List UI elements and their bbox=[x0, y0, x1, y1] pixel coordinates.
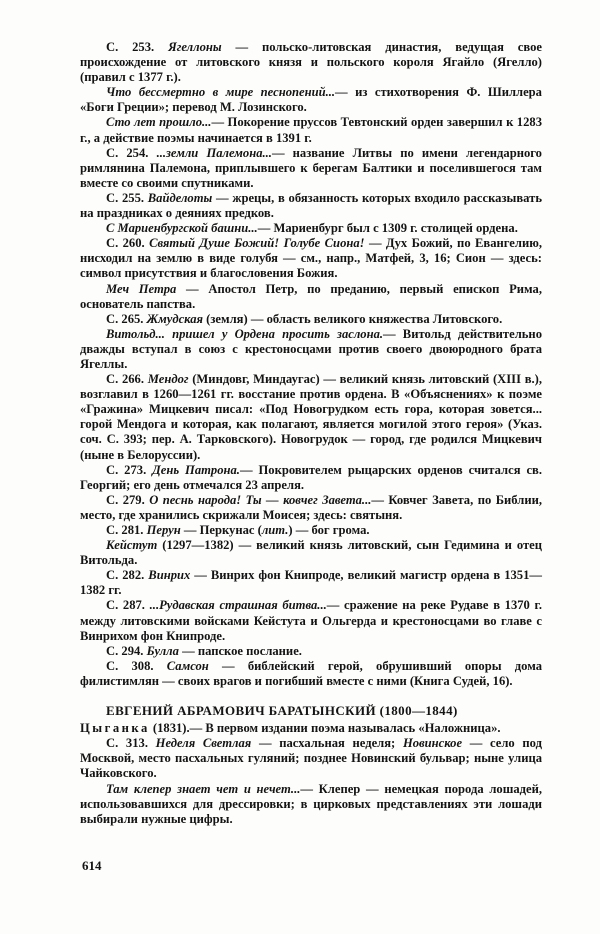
note-term: Меч Петра bbox=[106, 281, 177, 296]
note-term: лит. bbox=[261, 523, 289, 537]
note-text: С. 266. bbox=[106, 372, 148, 387]
note-term: Витольд... пришел у Ордена просить заслона. bbox=[106, 326, 384, 341]
note-term: Перун bbox=[146, 523, 181, 537]
note-term: ...Рудавская страшная битва... bbox=[149, 598, 327, 613]
note-text: — Апостол Петр, по преданию, первый епископ Рима, основатель папства. bbox=[80, 281, 542, 311]
note-text: С. 253. bbox=[106, 40, 169, 54]
note-text: С. 294. bbox=[106, 643, 147, 658]
page-number: 614 bbox=[82, 858, 102, 873]
note-text: Цыганка bbox=[80, 721, 150, 736]
note-term: Кейстут bbox=[106, 538, 158, 553]
note-text: (1297—1382) — великий князь литовский, сын Гедимина и отец Витольда. bbox=[80, 538, 542, 568]
note-text: (1831).— В первом издании поэма называлась «Наложница». bbox=[149, 721, 501, 736]
note-term: О песнь народа! Ты — ковчег Завета... bbox=[149, 492, 372, 507]
note-paragraph bbox=[80, 493, 542, 523]
note-paragraph bbox=[80, 782, 542, 827]
note-text: — Клепер — немецкая порода лошадей, использовавшихся для дрессировки; в цирковых представлениях эти лошади выбирали нужные цифры. bbox=[80, 781, 542, 826]
note-text: — сражение на реке Рудаве в 1370 г. между литовскими войсками Кейстута и Ольгерда и крестоносцами во главе с Винрихом фон Книпроде. bbox=[80, 598, 542, 643]
note-term: Мендог bbox=[147, 372, 189, 387]
note-paragraph bbox=[80, 538, 542, 568]
note-text: — библейский герой, обрушивший опоры дома филистимлян — своих врагов и погибший вместе с ними (Книга Судей, 16). bbox=[80, 658, 542, 688]
note-text: — название Литвы по имени легендарного римлянина Палемона, приплывшего к берегам Балтики и поселившегося там вместе со своими спутниками. bbox=[80, 145, 542, 190]
note-text: — Дух Божий, по Евангелию, нисходил на землю в виде голубя — см., напр., Матфей, 3, 16; Сион — здесь: символ присутствия и благословения Божия. bbox=[80, 236, 542, 281]
note-paragraph bbox=[80, 736, 542, 781]
note-term: Что бессмертно в мире песнопений... bbox=[106, 85, 336, 100]
note-paragraph bbox=[80, 40, 542, 85]
note-term: Винрих bbox=[148, 568, 191, 583]
note-text: — Витольд действительно дважды вступал в союз с крестоносцами против своего двоюродного брата Ягеллы. bbox=[80, 326, 542, 371]
note-paragraph bbox=[80, 146, 542, 191]
note-text: — село под Москвой, место пасхальных гуляний; позднее Новинский бульвар; ныне улица Чайковского. bbox=[80, 736, 542, 781]
note-paragraph bbox=[80, 312, 542, 327]
note-paragraph bbox=[80, 598, 542, 643]
note-paragraph bbox=[80, 372, 542, 463]
note-text: — Покровителем рыцарских орденов считался св. Георгий; его день отмечался 23 апреля. bbox=[80, 462, 542, 492]
note-paragraph bbox=[80, 115, 542, 145]
note-text: — жрецы, в обязанность которых входило рассказывать на праздниках о деяниях предков. bbox=[80, 190, 542, 221]
note-text: С. 281. bbox=[106, 523, 147, 537]
note-paragraph bbox=[80, 221, 542, 236]
note-text: (Миндовг, Миндаугас) — великий князь литовский (XIII в.), возглавил в 1260—1261 гг. восстание против ордена. В «Объяснениях» к поэме «Гражина» Мицкевич писал: «Под Новогрудком есть гора, которая зовется... горой Мендога и которая, как полагают, является могилой этого героя» (Указ. соч. С. 393; пер. А. Тарковского). Новогрудок — город, где родился Мицкевич (ныне в Белоруссии). bbox=[80, 372, 542, 462]
note-text: — папское послание. bbox=[178, 643, 302, 658]
note-term: День Патрона. bbox=[152, 462, 240, 477]
note-text: — польско-литовская династия, ведущая свое происхождение от литовского князя и польского короля Ягайло (Ягелло) (правил с 1377 г.). bbox=[80, 40, 542, 85]
note-text: — Винрих фон Книпроде, великий магистр ордена в 1351—1382 гг. bbox=[80, 568, 542, 598]
note-text: — Покорение пруссов Тевтонский орден завершил к 1283 г., а действие поэмы начинается в 1391 г. bbox=[80, 115, 542, 145]
note-text: С. 254. bbox=[106, 145, 157, 160]
note-text: — Мариенбург был с 1309 г. столицей ордена. bbox=[257, 221, 518, 236]
note-text: С. 282. bbox=[106, 568, 149, 583]
note-text: С. 255. bbox=[106, 190, 148, 205]
note-term: Булла bbox=[146, 643, 179, 658]
note-paragraph bbox=[80, 568, 542, 598]
note-paragraph bbox=[80, 236, 542, 281]
note-text: С. 273. bbox=[106, 462, 153, 477]
note-term: Самсон bbox=[166, 658, 209, 673]
section-heading: ЕВГЕНИЙ АБРАМОВИЧ БАРАТЫНСКИЙ (1800—1844) bbox=[106, 703, 458, 719]
note-term: Сто лет прошло... bbox=[106, 115, 212, 130]
note-text: С. 287. bbox=[106, 598, 150, 613]
note-term: Неделя Светлая bbox=[155, 736, 252, 751]
note-text: С. 279. bbox=[106, 492, 150, 507]
notes-section-mickiewicz bbox=[80, 40, 542, 689]
note-paragraph bbox=[80, 282, 542, 312]
note-text: — из стихотворения Ф. Шиллера «Боги Греции»; перевод М. Лозинского. bbox=[80, 85, 542, 115]
note-paragraph bbox=[80, 523, 542, 538]
note-paragraph bbox=[80, 191, 542, 221]
note-term: Там клепер знает чет и нечет... bbox=[106, 781, 301, 796]
note-term: Вайделоты bbox=[147, 190, 213, 205]
note-term: Жмудская bbox=[146, 311, 204, 326]
note-text: — Перкунас ( bbox=[180, 523, 262, 537]
note-text: С. 265. bbox=[106, 311, 147, 326]
note-paragraph bbox=[80, 659, 542, 689]
note-term: Святый Душе Божий! Голубе Сиона! bbox=[149, 236, 365, 251]
note-paragraph bbox=[80, 721, 542, 736]
note-paragraph bbox=[80, 327, 542, 372]
note-text: — Ковчег Завета, по Библии, место, где хранились скрижали Моисея; здесь: святыня. bbox=[80, 492, 542, 522]
note-text: С. 313. bbox=[106, 736, 156, 751]
note-text: ) — бог грома. bbox=[288, 523, 370, 537]
note-term: ...земли Палемона... bbox=[156, 145, 272, 160]
notes-text-block bbox=[80, 40, 542, 827]
note-text: С. 260. bbox=[106, 236, 150, 251]
note-term: Новинское bbox=[402, 736, 463, 751]
note-text: — пасхальная неделя; bbox=[251, 736, 403, 751]
note-text: (земля) — область великого княжества Литовского. bbox=[203, 311, 503, 326]
note-term: С Мариенбургской башни... bbox=[106, 221, 258, 236]
note-term: Ягеллоны bbox=[168, 40, 222, 54]
note-text: С. 308. bbox=[106, 658, 167, 673]
note-paragraph bbox=[80, 644, 542, 659]
note-paragraph bbox=[80, 463, 542, 493]
notes-section-baratynsky bbox=[80, 721, 542, 827]
note-paragraph bbox=[80, 85, 542, 115]
